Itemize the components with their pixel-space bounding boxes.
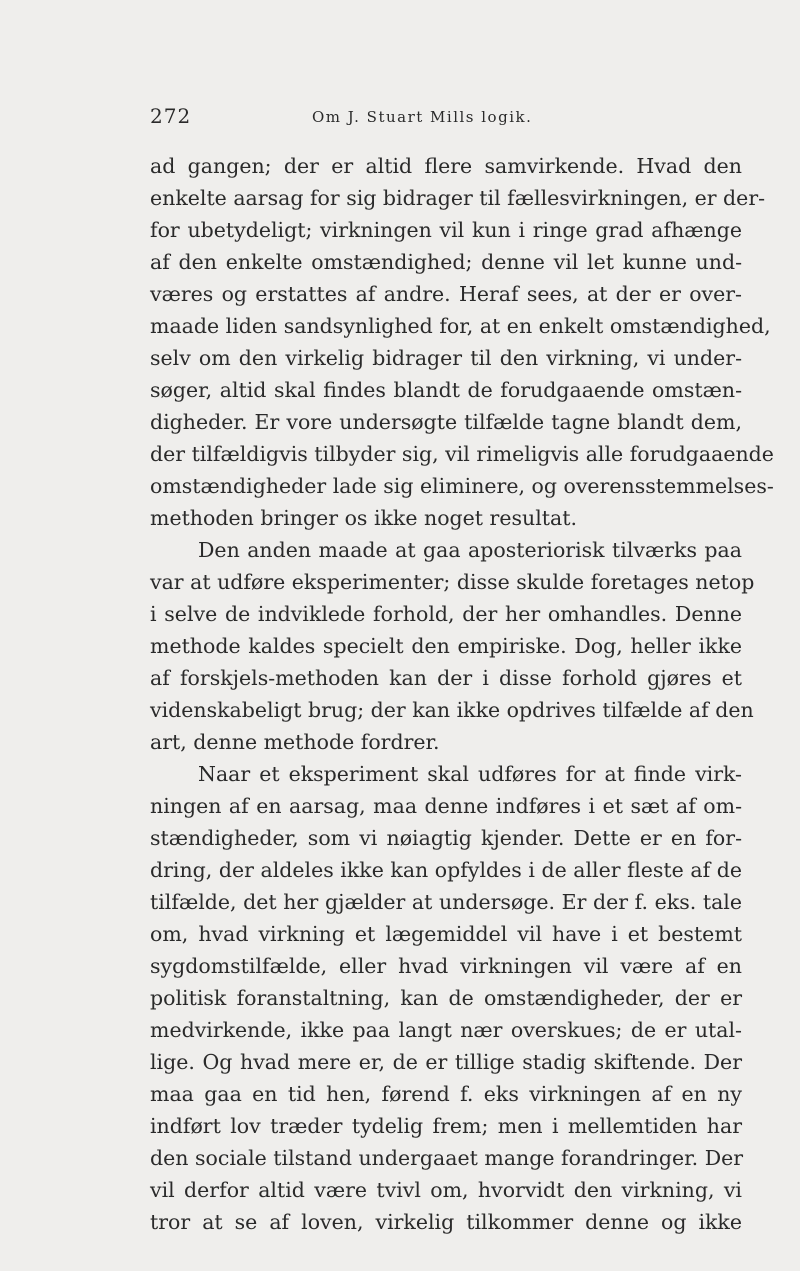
- text-line: indført lov træder tydelig frem; men i mellemtiden har: [150, 1114, 742, 1138]
- paragraph: [150, 150, 774, 534]
- text-line: politisk foranstaltning, kan de omstændigheder, der er: [150, 986, 742, 1010]
- text-line: i selve de indviklede forhold, der her omhandles. Denne: [150, 602, 742, 626]
- text-line: omstændigheder lade sig eliminere, og overensstemmelses-: [150, 474, 774, 498]
- text-line: for ubetydeligt; virkningen vil kun i ringe grad afhænge: [150, 218, 742, 242]
- text-line: der tilfældigvis tilbyder sig, vil rimeligvis alle forudgaaende: [150, 442, 774, 466]
- page-number: 272: [150, 104, 192, 128]
- text-line: methoden bringer os ikke noget resultat.: [150, 506, 577, 530]
- text-line: sygdomstilfælde, eller hvad virkningen vil være af en: [150, 954, 742, 978]
- text-line: methode kaldes specielt den empiriske. Dog, heller ikke: [150, 634, 742, 658]
- text-line: ningen af en aarsag, maa denne indføres i et sæt af om-: [150, 794, 742, 818]
- paragraph: [150, 534, 755, 758]
- text-line: væres og erstattes af andre. Heraf sees, at der er over-: [150, 282, 742, 306]
- text-line: medvirkende, ikke paa langt nær overskues; de er utal-: [150, 1018, 742, 1042]
- text-line: maade liden sandsynlighed for, at en enkelt omstændighed,: [150, 314, 771, 338]
- text-line: enkelte aarsag for sig bidrager til fællesvirkningen, er der-: [150, 186, 766, 210]
- text-line: af den enkelte omstændighed; denne vil let kunne und-: [150, 250, 742, 274]
- text-line: tror at se af loven, virkelig tilkommer denne og ikke: [150, 1210, 742, 1234]
- text-line: stændigheder, som vi nøiagtig kjender. Dette er en for-: [150, 826, 742, 850]
- text-line: lige. Og hvad mere er, de er tillige stadig skiftende. Der: [150, 1050, 742, 1074]
- paragraph: [150, 758, 742, 1238]
- text-line: art, denne methode fordrer.: [150, 730, 440, 754]
- text-line: Naar et eksperiment skal udføres for at finde virk-: [198, 762, 742, 786]
- text-line: digheder. Er vore undersøgte tilfælde tagne blandt dem,: [150, 410, 742, 434]
- text-line: vil derfor altid være tvivl om, hvorvidt den virkning, vi: [150, 1178, 742, 1202]
- text-line: videnskabeligt brug; der kan ikke opdrives tilfælde af den: [150, 698, 754, 722]
- text-line: om, hvad virkning et lægemiddel vil have i et bestemt: [150, 922, 742, 946]
- text-line: maa gaa en tid hen, førend f. eks virkningen af en ny: [150, 1082, 742, 1106]
- text-line: dring, der aldeles ikke kan opfyldes i de aller fleste af de: [150, 858, 742, 882]
- text-line: var at udføre eksperimenter; disse skulde foretages netop: [150, 570, 755, 594]
- text-line: søger, altid skal findes blandt de forudgaaende omstæn-: [150, 378, 742, 402]
- running-head: Om J. Stuart Mills logik.: [312, 108, 533, 126]
- body-text: [150, 150, 774, 1238]
- text-line: Den anden maade at gaa aposteriorisk tilværks paa: [198, 538, 742, 562]
- text-line: den sociale tilstand undergaaet mange forandringer. Der: [150, 1146, 744, 1170]
- text-line: af forskjels-methoden kan der i disse forhold gjøres et: [150, 666, 742, 690]
- text-line: selv om den virkelig bidrager til den virkning, vi under-: [150, 346, 742, 370]
- text-line: tilfælde, det her gjælder at undersøge. Er der f. eks. tale: [150, 890, 742, 914]
- text-line: ad gangen; der er altid flere samvirkende. Hvad den: [150, 154, 742, 178]
